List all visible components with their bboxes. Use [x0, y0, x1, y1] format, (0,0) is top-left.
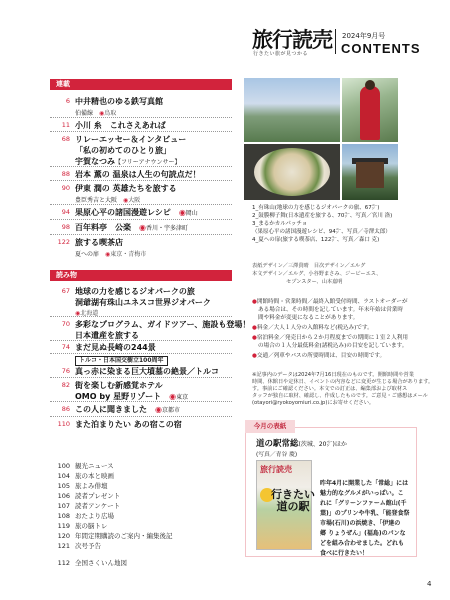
photo-volcano: [244, 78, 340, 142]
entry-title: 地球の力を感じるジオパークの旅: [75, 287, 195, 296]
cover-text-line: 郷 りょうぜん」(福島)のパンな: [320, 530, 406, 537]
entry-tag: トルコ・日本国交樹立100周年: [75, 356, 168, 366]
entry-title: また泊まりたい あの宿この宿: [75, 420, 182, 429]
masthead: [252, 24, 427, 60]
cover-photo-credit: (写真／青谷 慶): [256, 452, 298, 458]
misc-entry[interactable]: 120 年間定期購読のご案内・編集後記: [57, 532, 173, 540]
entry-title-line3: 宇賀なつみ【フリーアナウンサー】: [75, 157, 181, 166]
entry-title: 伊東 潤の 英雄たちを旅する: [75, 184, 177, 193]
cover-tab: 今月の表紙: [245, 420, 295, 433]
divider: [50, 401, 232, 402]
entry-sub: ◉北海道: [75, 310, 99, 317]
page-number: 70: [61, 320, 70, 328]
entry-title: リレーエッセー＆インタビュー: [75, 135, 187, 144]
info-line: ある場合は、その時間を記しています。年末年始は営業時: [258, 307, 403, 313]
page-number: 76: [61, 367, 70, 375]
header-divider: [335, 29, 336, 54]
photo-caption: 3_まるかカルパッチョ: [252, 221, 308, 227]
page-number: 74: [61, 343, 70, 351]
divider: [50, 377, 232, 378]
divider: [50, 316, 232, 317]
entry-title-line2: 洞爺湖有珠山ユネスコ世界ジオパーク: [75, 298, 211, 307]
photo-caption: 2_鼓膜柳子舞(日本遺産を旅する、70㌻、写真／宮川 洛): [252, 213, 393, 219]
note-line: す。事前にご確認ください。本文での訂正は、編集部および取材ス: [252, 386, 408, 392]
page-number: 82: [61, 381, 70, 389]
cover-text-line: 魅力的なグルメがいっぱい。こ: [320, 490, 404, 497]
divider: [50, 234, 232, 235]
section-bar-serial: 連載: [50, 79, 232, 90]
entry-title: 旅する喫茶店: [75, 238, 123, 247]
divider: [50, 180, 232, 181]
design-credit: 本文デザイン／エルグ、小谷野まさみ、ジービーエス、: [252, 271, 382, 277]
divider: [50, 166, 232, 167]
magazine-tagline: 行きたい旅が見つかる: [253, 51, 309, 57]
misc-entry[interactable]: 119 旅の脳トレ: [57, 522, 108, 530]
note-line: 時間、休館日や定休日、イベントの内容などに変更が生じる場合があります。: [252, 379, 434, 385]
entry-title: この人に聞きました ◉京都市: [75, 405, 180, 414]
misc-entry[interactable]: 106 読者プレゼント: [57, 492, 121, 500]
cover-title: 道の駅常総(茨城、20㌻)ほか: [256, 439, 347, 449]
divider: [50, 416, 232, 417]
cover-text-line: 食べに行きたい！: [320, 550, 369, 557]
entry-title: 小川 糸 これさえあれば: [75, 121, 166, 130]
cover-text-line: 市場(石川)の浜焼き、「伊達の: [320, 520, 401, 527]
entry-title: 岩本 薫の 温泉は人生の句読点だ！: [75, 170, 201, 179]
note-line: タッフが独自に取材、確認し、作成したものです。ご意見・ご感想はメール: [252, 393, 428, 399]
misc-entry[interactable]: 100 観光ニュース: [57, 462, 114, 470]
cover-image-logo: 旅行読売: [260, 464, 292, 474]
info-line: 間や料金が変更になることがあります。: [258, 315, 359, 321]
page-number: 67: [61, 287, 70, 295]
divider: [50, 204, 232, 205]
design-credit: セプンスター、山本嘉明: [286, 279, 343, 285]
cover-text-line: 昨年4月に開業した「常総」には: [320, 480, 409, 487]
entry-title: まだ見ぬ長崎の244景: [75, 343, 156, 352]
page-number: 110: [57, 420, 70, 428]
page-number: 6: [65, 97, 70, 105]
section-bar-feature: 読み物: [50, 270, 232, 281]
cover-text-line: どを組み合わせました。どれも: [320, 540, 405, 547]
info-line: ●料金／大人１人分の入館料など(税込み)です。: [252, 325, 373, 331]
page-number: 94: [61, 208, 70, 216]
photo-carpaccio: [244, 144, 340, 200]
misc-entry[interactable]: 105 旅よみ俳壇: [57, 482, 108, 490]
entry-title-line2: OMO by 星野リゾート ◉東京: [75, 392, 189, 401]
entry-sub: 豊臣秀吉と大阪 ◉大阪: [75, 197, 141, 204]
misc-entry[interactable]: 107 読者アンケート: [57, 502, 121, 510]
misc-entry[interactable]: 108 おたより広場: [57, 512, 114, 520]
issue-date: 2024年9月号: [342, 32, 386, 40]
page-number: 11: [61, 121, 70, 129]
note-line: (otayori@ryokoyomiuri.co.jp)にお寄せください。: [252, 400, 375, 406]
page-number: 68: [61, 135, 70, 143]
entry-title: 真っ赤に染まる巨大墳墓の絶景／トルコ: [75, 367, 219, 376]
entry-title-line2: 「私の初めてのひとり旅」: [75, 146, 171, 155]
entry-title: 街を楽しむ新感覚ホテル: [75, 381, 163, 390]
divider: [50, 219, 232, 220]
misc-entry[interactable]: 112 全国さくいん地図: [57, 559, 127, 567]
divider: [50, 117, 232, 118]
photo-caption: （果原心平の諸国漫遊レシピ、94㌻、写真／寺澤太郎）: [252, 229, 391, 235]
page-number: 90: [61, 184, 70, 192]
cover-image-headline: 行きたい 道の駅: [271, 488, 315, 513]
info-line: ●宿泊料金／発売日から２か月程度までの期間に１室２人利用: [252, 335, 408, 341]
entry-title: 果原心平の諸国漫遊レシピ ◉岡山: [75, 208, 198, 217]
entry-title: 多彩なプログラム、ガイドツアー、施設も登場！: [75, 320, 251, 329]
page-number: 122: [57, 238, 70, 246]
entry-sub: 夏への扉 ◉東京・青梅市: [75, 251, 147, 258]
info-line: の場合の１人分最低料金(諸税込み)の目安を記しています。: [258, 343, 408, 349]
note-line: ※記事内のデータは2024年7月16日現在のものです。開館時間や営業: [252, 372, 414, 378]
divider: [50, 340, 232, 341]
photo-caption: 4_夏への扉(旅する喫茶店、122㌻、写真／森口 克): [252, 237, 380, 243]
magazine-logo: 旅行読売: [252, 27, 332, 52]
page-number: 86: [61, 405, 70, 413]
page-number: 98: [61, 223, 70, 231]
entry-title-line2: 日本遺産を旅する: [75, 331, 139, 340]
photo-cafe: [342, 144, 398, 200]
photo-caption: 1_有珠山(地球の力を感じるジオパークの旅、67㌻): [252, 205, 380, 211]
divider: [50, 353, 232, 354]
design-credit: 表紙デザイン／三澤貴晴 目次デザイン／エルグ: [252, 263, 366, 269]
divider: [50, 131, 232, 132]
page-number: 88: [61, 170, 70, 178]
cover-text-line: 葉)」のプリンや牛乳、「能登食祭: [320, 510, 410, 517]
entry-title: 百年料亭 公楽 ◉香川・宇多津町: [75, 223, 188, 232]
entry-sub: 伯備線 ◉鳥取: [75, 110, 117, 117]
entry-title: 中井精也のゆる鉄写真館: [75, 97, 163, 106]
misc-entry[interactable]: 104 旅の本と映画: [57, 472, 114, 480]
page-number-footer: 4: [427, 580, 432, 588]
info-line: ●開館時間・営業時間／最終入館受付時間、ラストオーダーが: [252, 299, 408, 305]
misc-entry[interactable]: 121 次号予告: [57, 542, 101, 550]
info-line: ●交通／列車やバスの所要時間は、目安の時間です。: [252, 353, 386, 359]
contents-heading: CONTENTS: [341, 41, 421, 56]
cover-text-line: れに「グリーンファーム館山(千: [320, 500, 407, 507]
cover-image[interactable]: [256, 460, 315, 550]
photo-dancer: [342, 78, 398, 142]
